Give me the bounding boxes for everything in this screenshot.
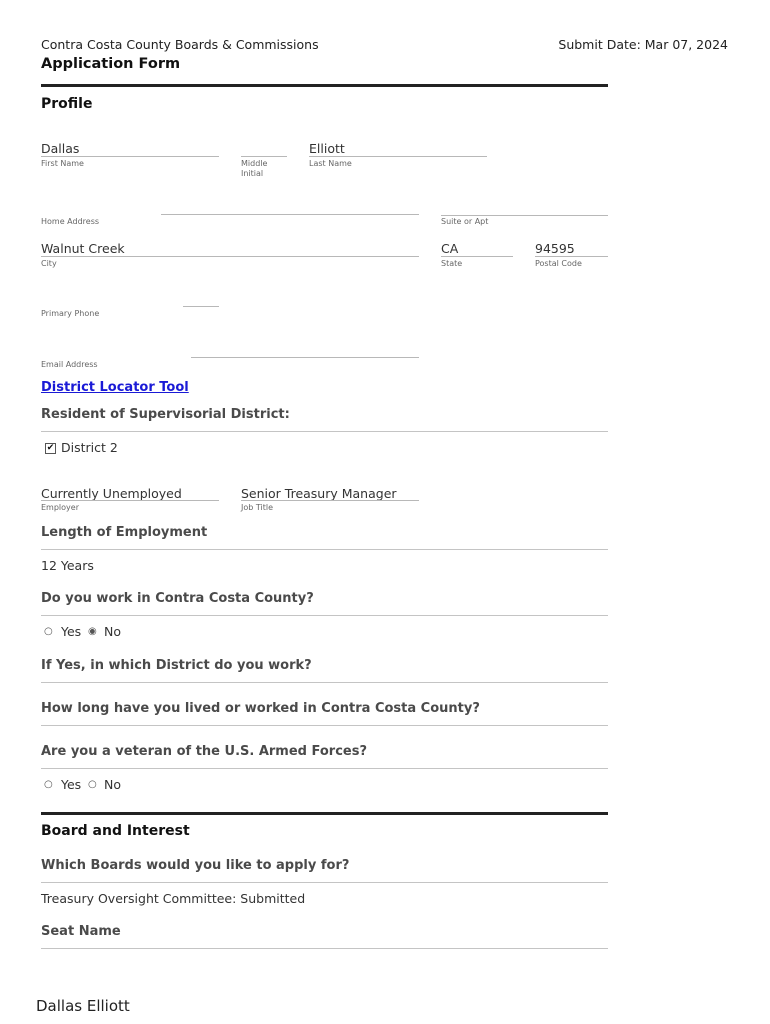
radio-empty-icon: ○ bbox=[44, 779, 53, 790]
job-title-value: Senior Treasury Manager bbox=[241, 486, 397, 501]
job-title-label: Job Title bbox=[241, 503, 274, 512]
veteran-yes-label: Yes bbox=[61, 777, 82, 792]
email-label: Email Address bbox=[41, 360, 98, 369]
applicant-name-footer: Dallas Elliott bbox=[36, 997, 130, 1015]
radio-empty-icon: ○ bbox=[44, 626, 53, 637]
first-name-value: Dallas bbox=[41, 141, 80, 156]
which-boards-question: Which Boards would you like to apply for? bbox=[41, 858, 350, 873]
last-name-value: Elliott bbox=[309, 141, 345, 156]
city-line bbox=[41, 256, 419, 257]
employment-length-question: Length of Employment bbox=[41, 525, 208, 540]
veteran-divider bbox=[41, 768, 608, 769]
home-address-line bbox=[161, 214, 419, 215]
employer-value: Currently Unemployed bbox=[41, 486, 182, 501]
which-boards-divider bbox=[41, 882, 608, 883]
seat-name-question: Seat Name bbox=[41, 924, 121, 939]
work-district-question: If Yes, in which District do you work? bbox=[41, 658, 312, 673]
radio-selected-icon: ◉ bbox=[88, 626, 97, 637]
email-line bbox=[191, 357, 419, 358]
state-value: CA bbox=[441, 241, 459, 256]
which-boards-answer: Treasury Oversight Committee: Submitted bbox=[41, 891, 306, 906]
primary-phone-line bbox=[183, 306, 219, 307]
radio-empty-icon: ○ bbox=[88, 779, 97, 790]
postal-code-value: 94595 bbox=[535, 241, 575, 256]
home-address-label: Home Address bbox=[41, 217, 100, 226]
suite-line bbox=[441, 215, 608, 216]
section-title-boards: Board and Interest bbox=[41, 823, 190, 839]
work-in-county-yes-label: Yes bbox=[61, 624, 82, 639]
middle-initial-line bbox=[241, 156, 287, 157]
work-in-county-question: Do you work in Contra Costa County? bbox=[41, 591, 314, 606]
last-name-label: Last Name bbox=[309, 159, 352, 168]
boards-divider bbox=[41, 812, 608, 815]
postal-code-label: Postal Code bbox=[535, 259, 582, 268]
how-long-question: How long have you lived or worked in Contra Costa County? bbox=[41, 701, 480, 716]
state-label: State bbox=[441, 259, 463, 268]
work-in-county-no-label: No bbox=[104, 624, 121, 639]
state-line bbox=[441, 256, 513, 257]
district-question: Resident of Supervisorial District: bbox=[41, 407, 290, 422]
suite-label: Suite or Apt bbox=[441, 217, 489, 226]
header-divider bbox=[41, 84, 608, 87]
district-locator-link[interactable]: District Locator Tool bbox=[41, 380, 189, 395]
work-district-divider bbox=[41, 682, 608, 683]
city-value: Walnut Creek bbox=[41, 241, 125, 256]
employer-line bbox=[41, 500, 219, 501]
employer-label: Employer bbox=[41, 503, 79, 512]
form-title: Application Form bbox=[41, 56, 181, 72]
employment-length-divider bbox=[41, 549, 608, 550]
veteran-no-label: No bbox=[104, 777, 121, 792]
first-name-line bbox=[41, 156, 219, 157]
submit-date: Submit Date: Mar 07, 2024 bbox=[558, 37, 728, 52]
first-name-label: First Name bbox=[41, 159, 84, 168]
district-divider bbox=[41, 431, 608, 432]
seat-name-divider bbox=[41, 948, 608, 949]
employment-length-answer: 12 Years bbox=[41, 558, 94, 573]
city-label: City bbox=[41, 259, 57, 268]
job-title-line bbox=[241, 500, 419, 501]
org-name: Contra Costa County Boards & Commissions bbox=[41, 37, 319, 52]
district-value: District 2 bbox=[61, 440, 118, 455]
primary-phone-label: Primary Phone bbox=[41, 309, 100, 318]
last-name-line bbox=[309, 156, 487, 157]
district-checkbox-icon: ✔ bbox=[46, 443, 55, 453]
how-long-divider bbox=[41, 725, 608, 726]
middle-initial-label: Middle Initial bbox=[241, 159, 268, 178]
veteran-question: Are you a veteran of the U.S. Armed Forces? bbox=[41, 744, 367, 759]
work-in-county-divider bbox=[41, 615, 608, 616]
section-title-profile: Profile bbox=[41, 96, 93, 112]
postal-code-line bbox=[535, 256, 608, 257]
